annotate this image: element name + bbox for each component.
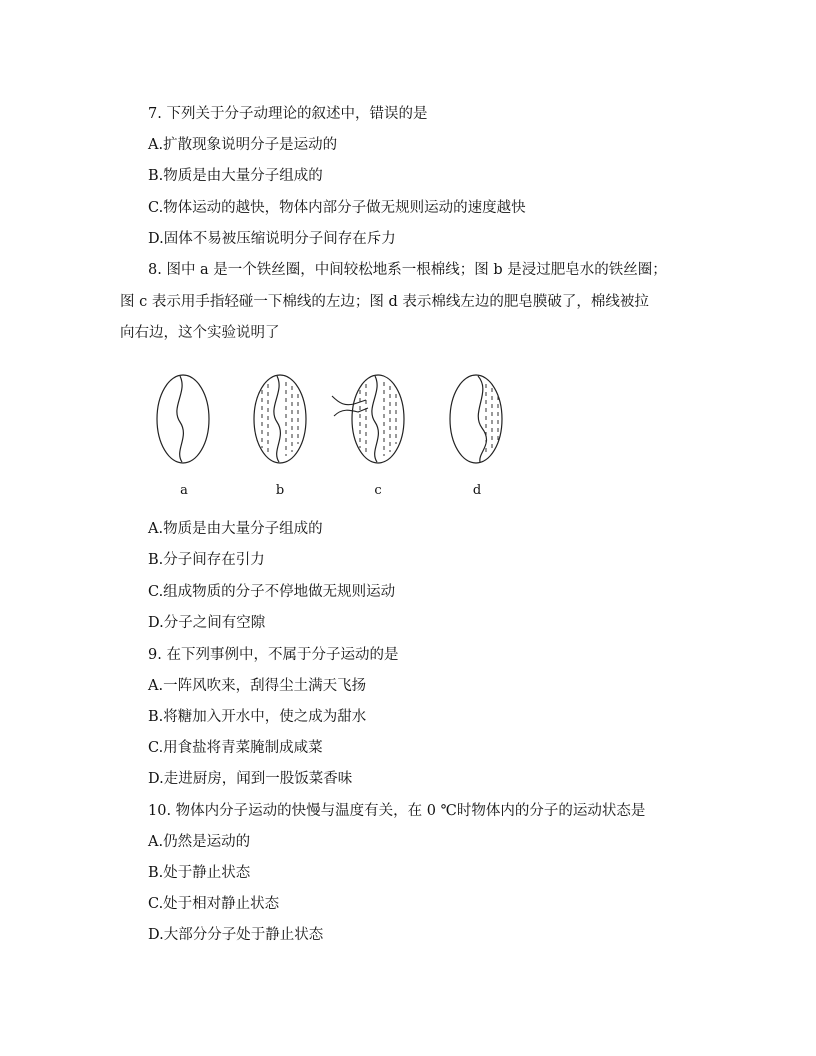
question-9-option-b: B.将糖加入开水中，使之成为甜水 — [148, 709, 367, 725]
question-8-option-b: B.分子间存在引力 — [148, 552, 265, 568]
question-8-stem-line-2: 图 c 表示用手指轻碰一下棉线的左边；图 d 表示棉线左边的肥皂膜破了，棉线被拉 — [120, 294, 649, 310]
question-7-stem: 7. 下列关于分子动理论的叙述中，错误的是 — [148, 106, 428, 122]
figure-label-d: d — [472, 483, 482, 498]
figure-label-a: a — [180, 483, 188, 498]
figure-label-b: b — [275, 483, 285, 498]
question-8-stem-line-3: 向右边，这个实验说明了 — [120, 325, 280, 341]
question-10-option-a: A.仍然是运动的 — [148, 834, 251, 850]
ring-c — [332, 375, 404, 463]
figure-label-c: c — [374, 483, 382, 498]
question-8-option-a: A.物质是由大量分子组成的 — [148, 521, 323, 537]
question-8-option-d: D.分子之间有空隙 — [148, 615, 266, 631]
question-8-option-c: C.组成物质的分子不停地做无规则运动 — [148, 584, 396, 600]
ring-d — [450, 375, 502, 463]
question-10-option-b: B.处于静止状态 — [148, 865, 251, 881]
question-9-option-d: D.走进厨房，闻到一股饭菜香味 — [148, 771, 353, 787]
question-7-option-d: D.固体不易被压缩说明分子间存在斥力 — [148, 231, 396, 247]
question-8-stem-line-1: 8. 图中 a 是一个铁丝圈，中间较松地系一根棉线；图 b 是浸过肥皂水的铁丝圈； — [148, 262, 667, 278]
ring-b — [254, 375, 306, 463]
question-7-option-c: C.物体运动的越快，物体内部分子做无规则运动的速度越快 — [148, 200, 526, 216]
question-10-stem: 10. 物体内分子运动的快慢与温度有关，在 0 ℃时物体内的分子的运动状态是 — [148, 803, 646, 819]
question-9-stem: 9. 在下列事例中，不属于分子运动的是 — [148, 647, 399, 663]
question-7-option-b: B.物质是由大量分子组成的 — [148, 168, 323, 184]
question-9-option-c: C.用食盐将青菜腌制成咸菜 — [148, 740, 323, 756]
question-10-option-d: D.大部分分子处于静止状态 — [148, 927, 324, 943]
question-9-option-a: A.一阵风吹来，刮得尘土满天飞扬 — [148, 678, 367, 694]
ring-a — [157, 375, 209, 463]
question-10-option-c: C.处于相对静止状态 — [148, 896, 280, 912]
question-7-option-a: A.扩散现象说明分子是运动的 — [148, 137, 338, 153]
